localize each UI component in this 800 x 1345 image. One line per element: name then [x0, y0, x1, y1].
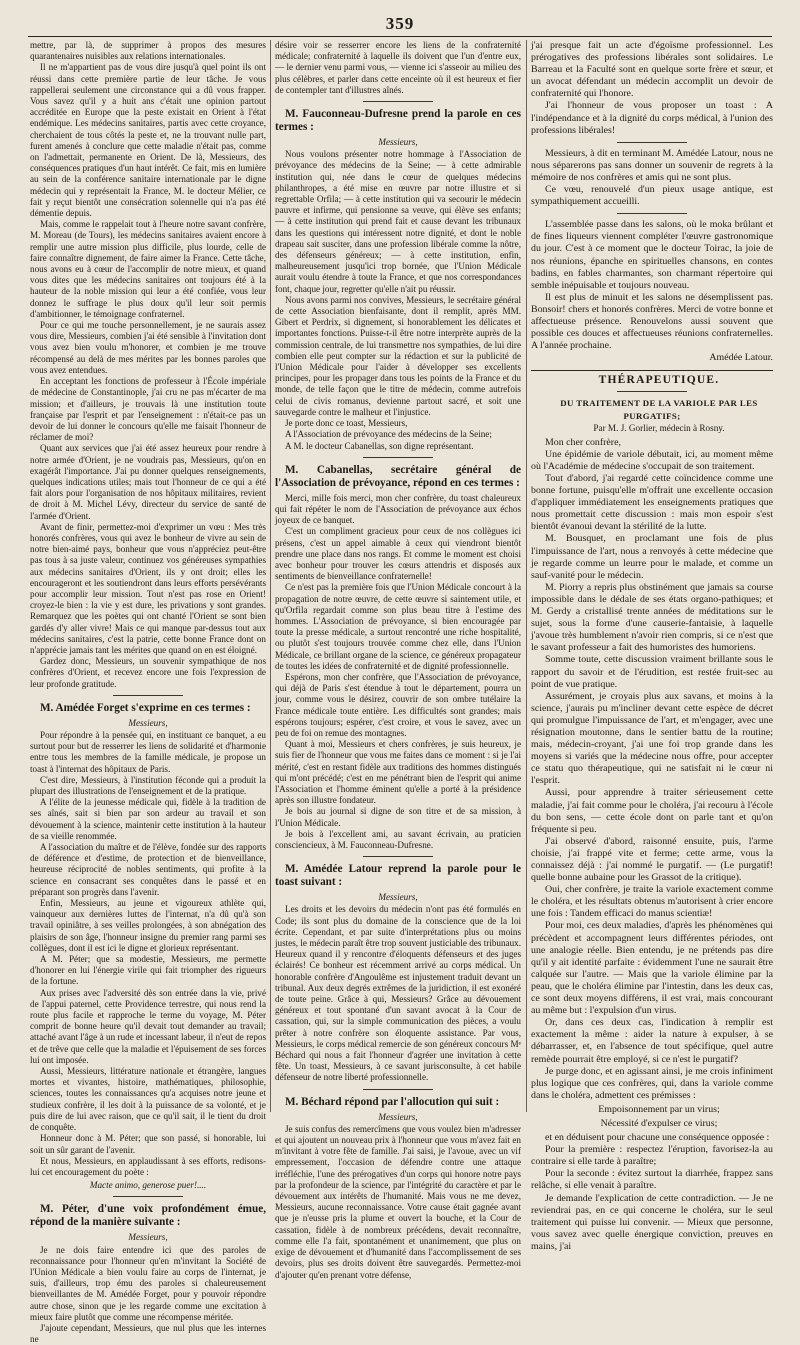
paragraph: En acceptant les fonctions de professeur à l'École impériale de médecine de Constantinople, j'ai cru ne pas m'écarter de ma mission; et d'ailleurs, je trouvais là une institution toute française par l'esprit et par l'enseignement : n'était-ce pas un devoir de lui donner le concours qu'elle me faisait l'honneur de réclamer de moi?	[30, 376, 266, 443]
paragraph: Aux prises avec l'adversité dès son entrée dans la vie, privé de l'appui paternel, cette Providence terrestre, qui nous rend la route plus facile et rapproche le terme du voyage, M. Péter comprit de bonne heure qu'il devait tout demander au travail; attaché avant l'âge à un rude et incessant labeur, il n'eut de repos et de trêve que celle que la maladie et l'épuisement de ses forces lui ont imposée.	[30, 987, 266, 1065]
speaker-heading: M. Amédée Latour reprend la parole pour le toast suivant :	[275, 863, 521, 889]
paragraph: J'ajoute cependant, Messieurs, que nul plus que les internes ne	[30, 1322, 266, 1345]
separator	[617, 142, 687, 143]
paragraph: Aussi, pour apprendre à traiter sérieusement cette maladie, j'ai fait comme pour le choléra, j'ai recouru à l'école du bon sens, — cette école dont on parle tant et qu'on fréquente si peu.	[531, 787, 773, 835]
salutation: Messieurs,	[378, 892, 418, 903]
paragraph: Pour la première : respectez l'éruption, favorisez-la au contraire si elle tarde à paraître;	[531, 1144, 773, 1168]
separator	[363, 457, 433, 458]
paragraph: Pour ce qui me touche personnellement, je ne saurais assez vous dire, Messieurs, combien j'ai été sensible à l'invitation dont vous avez bien voulu m'honorer, et combien je me trouve récompensé au delà de mes mérites par les bonnes paroles que vous avez entendues.	[30, 320, 266, 375]
paragraph: Les droits et les devoirs du médecin n'ont pas été formulés en Code; ils sont plus du domaine de la conscience que de la loi écrite. Cependant, et par suite d'interprétations plus ou moins justes, le médecin paraît être trop souvent justiciable des tribunaux. Heureux quand il y rencontre d'éloquents défenseurs et des juges éclairés! Ce bonheur est récemment arrivé au corps médical. Un honorable confrère d'Angoulême est injustement traduit devant un tribunal. Aux deux degrés extrêmes de la juridiction, il est exonéré de toute peine. Grâce à qui, Messieurs? Grâce au dévouement généreux et tout spontané d'un savant avocat à la Cour de cassation, qui, sur la simple communication des pièces, a voulu prêter à notre confrère son éloquente assistance. Par vous, Messieurs, le corps médical remercie de son généreux concours Mᵉ Béchard qui nous a fait l'honneur d'agréer une invitation à cette fête. Un toast, Messieurs, à ce savant jurisconsulte, à cet habile défenseur de notre liberté professionnelle.	[275, 904, 521, 1083]
paragraph: Somme toute, cette discussion vraiment brillante sous le rapport du savoir et de l'érudition, est restée fruit-sec au point de vue pratique.	[531, 654, 773, 690]
paragraph: Pour la seconde : évitez surtout la diarrhée, frappez sans relâche, si elle venait à paraître.	[531, 1168, 773, 1192]
column-3	[531, 40, 773, 1252]
paragraph: Pour moi, ces deux maladies, d'après les phénomènes qui précèdent et accompagnent leurs différentes périodes, ont une analogie réelle. Bien entendu, je ne prétends pas dire qu'il y ait identité parfaite : évidemment l'une ne saurait être calquée sur l'autre. — Mais que la variole élimine par la peau, que le choléra élimine par l'intestin, dans les deux cas, ce sont deux moyens différens, il est vrai, mais concourant au même but : l'expulsion d'un virus.	[531, 920, 773, 1017]
paragraph: Oui, cher confrère, je traite la variole exactement comme le choléra, et les résultats obtenus m'autorisent à crier encore une fois : Tandem efficaci do manus scientiæ!	[531, 884, 773, 920]
paragraph: Ce n'est pas la première fois que l'Union Médicale concourt à la propagation de notre œuvre, de cette œuvre si saintement utile, et qu'Orfila regardait comme son plus beau titre à l'estime des hommes. L'Association de prévoyance, si bien encouragée par toute la presse médicale, a surtout rencontré une riche hospitalité, ou plutôt s'est toujours trouvée comme chez elle, dans l'Union Médicale, ce brillant organe de la science, ce généreux propagateur de toutes les idées de confraternité et de dignité professionnelle.	[275, 582, 521, 671]
speaker-heading: M. Béchard répond par l'allocution qui suit :	[285, 1095, 500, 1108]
signature: Amédée Latour.	[709, 352, 773, 364]
salutation: Mon cher confrère,	[545, 436, 621, 448]
paragraph: C'est un compliment gracieux pour ceux de nos collègues ici présens, c'est un appel aimable à ceux qui viendront bientôt prendre une place dans nos rangs. Et comme le moment est choisi avec bonheur pour trouver les cœurs attendris et disposés aux sentiments de bienveillance confraternelle!	[275, 526, 521, 582]
paragraph: Merci, mille fois merci, mon cher confrère, du toast chaleureux qui fait répéter le nom de l'Association de prévoyance aux échos joyeux de ce banquet.	[275, 492, 521, 526]
column-2	[275, 40, 521, 1280]
separator	[113, 1196, 183, 1197]
separator	[363, 1089, 433, 1090]
paragraph: Enfin, Messieurs, au jeune et vigoureux athlète qui, vainqueur aux dernières luttes de l'internat, n'a dû qu'à son travail opiniâtre, à ses veilles prolongées, à son abnégation des plaisirs de son âge, l'honneur insigne du premier rang parmi ses collègues, dont il est ici le digne et glorieux représentant.	[30, 898, 266, 953]
article-title: DU TRAITEMENT DE LA VARIOLE PAR LES PURGATIFS;	[560, 398, 758, 421]
paragraph: Quant à moi, Messieurs et chers confrères, je suis heureux, je suis fier de l'honneur que vous me faites dans ce moment : si je l'ai mérité, c'est en restant fidèle aux traditions des hommes distingués qui m'ont précédé; c'est en me pénétrant bien de l'esprit qui anime l'Association et l'homme éminent qu'elle a porté à la présidence après son illustre fondateur.	[275, 739, 521, 806]
paragraph: Nous voulons présenter notre hommage à l'Association de prévoyance des médecins de la Seine; — à cette admirable institution qui, née dans le cœur de quelques médecins philanthropes, a été mise en œuvre par notre illustre et si regrettable Orfila; — à cette institution qui va secourir le médecin pauvre et infirme, qui pensionne sa veuve, qui élève ses enfants; — à cette institution qui prend fait et cause devant les tribunaux dans les questions qui intéressent notre dignité, et dont le noble drapeau sait susciter, dans une profession libérale comme la nôtre, des défenseurs généreux; — à cette institution, enfin, malheureusement jusqu'ici trop bornée, que l'Union Médicale aurait voulu étendre à toute la France, et que nos correspondances font, chaque jour, regretter qu'elle n'ait pu réussir.	[275, 149, 521, 294]
salutation: Messieurs,	[128, 717, 168, 728]
column-divider	[526, 40, 527, 1112]
paragraph: Quant aux services que j'ai été assez heureux pour rendre à notre armée d'Orient, je ne voudrais pas, Messieurs, qu'on en exagérât l'importance. J'ai pu donner quelques renseignements, quelques indications utiles; mais tout l'honneur de ce qui a été fait alors pour l'organisation de nos hôpitaux militaires, revient de droit à M. Michel Lévy, directeur du service de santé de l'armée d'Orient.	[30, 443, 266, 521]
paragraph: désire voir se resserrer encore les liens de la confraternité médicale; confraternité à laquelle ils doivent que l'un d'entre eux, — le dernier venu parmi vous, — vienne ici s'asseoir au milieu des plus célèbres, et parler dans cette enceinte où il est heureux et fier de contempler tant d'illustres aînés.	[275, 40, 521, 95]
paragraph: Or, dans ces deux cas, l'indication à remplir est exactement la même : aider la nature à expulser, à se débarrasser, et, en l'absence de tout spécifique, quel autre remède pourrait être employé, si ce n'est le purgatif?	[531, 1017, 773, 1065]
paragraph: L'assemblée passe dans les salons, où le moka brûlant et de fines liqueurs viennent compléter l'œuvre gastronomique du jour. C'est à ce moment que le docteur Toirac, la joie de nos réunions, épanche en spirituelles chansons, en contes badins, en fables charmantes, son charmant répertoire qui semble inépuisable et toujours nouveau.	[531, 219, 773, 291]
paragraph: Tout d'abord, j'ai regardé cette coïncidence comme une bonne fortune, puisqu'elle m'offrait une excellente occasion d'appliquer immédiatement les enseignements pratiques que nous promettait cette discussion : mais mon espoir s'est bientôt évanoui devant la stérilité de la lutte.	[531, 473, 773, 533]
paragraph: Ce vœu, renouvelé d'un pieux usage antique, est sympathiquement accueilli.	[531, 184, 773, 208]
latin-quote: Macte animo, generose puer!....	[89, 1180, 207, 1191]
paragraph: Assurément, je croyais plus aux savans, et moins à la science, j'aurais pu m'incliner devant cette espèce de décret qui promulgue l'impuissance de l'art, et m'engager, avec une résignation moutonne, dans le sentier battu de la routine; mais, médecin-croyant, j'ai une foi trop grande dans les moyens si variés que la médecine nous offre, pour accepter ce statu quo thérapeutique, qui ne satisfait ni le cœur ni l'esprit.	[531, 690, 773, 787]
salutation: Messieurs,	[378, 137, 418, 148]
paragraph: mettre, par là, de supprimer à propos des mesures quarantenaires nuisibles aux relations internationales.	[30, 40, 266, 62]
paragraph: A M. Péter; que sa modestie, Messieurs, me permette d'honorer en lui l'énergie virile qui fait triompher des rigueurs de la fortune.	[30, 954, 266, 987]
speaker-heading: M. Fauconneau-Dufresne prend la parole en ces termes :	[275, 108, 521, 134]
paragraph: M. Piorry a repris plus obstinément que jamais sa course impossible dans le dédale de ses états organo-pathiques; et M. Gerdy a cristallisé trente années de méditations sur le sujet, sous la forme d'une causerie-fantaisie, à laquelle j'avoue très humblement n'avoir rien compris, si ce n'est que le savant professeur a fait des humoristes des humoriens.	[531, 581, 773, 654]
paragraph: Je suis confus des remercîmens que vous voulez bien m'adresser et qui ajoutent un nouveau prix à l'honneur que vous m'avez fait en m'invitant à votre fête de famille. J'ai saisi, je l'avoue, avec un vif empressement, l'occasion de défendre contre une attaque irréfléchie, l'une des prérogatives d'un corps qui honore notre pays par la profondeur de la science, par l'intégrité du caractère et par le dévouement aux intérêts de l'humanité. Mais vous ne me devez, Messieurs, aucune reconnaissance. Votre cause était gagnée avant que je n'eusse pris la plume et ouvert la bouche, et la Cour de cassation, fidèle à de nombreux précédens, devait reconnaître, comme elle l'a fait, spontanément et unanimement, que plus on exige de dévouement et d'humanité dans l'accomplissement de ses devoirs, plus ses droits doivent être sauvegardés. Permettez-moi d'ajouter qu'en prenant votre défense,	[275, 1123, 521, 1280]
paragraph: J'ai observé d'abord, raisonné ensuite, puis, l'arme choisie, j'ai frappé vite et ferme; cette arme, vous la connaissez déjà : j'ai nommé le purgatif. — (Le purgatif! quelle bonne aubaine pour les Grassot de la critique).	[531, 835, 773, 884]
paragraph: Espérons, mon cher confrère, que l'Association de prévoyance, qui déjà de Paris s'est étendue à tout le département, pourra un jour, comme vous le désirez, couvrir de son ombre tutélaire la France médicale toute entière. Les difficultés sont grandes; mais espérons toujours; espérer, c'est croire, et vous le savez, avec un peu de foi on remue des montagnes.	[275, 671, 521, 738]
paragraph: Nous avons parmi nos convives, Messieurs, le secrétaire général de cette Association bienfaisante, dont il remplit, après MM. Gibert et Perdrix, si dignement, si honorablement les délicates et importantes fonctions. Puisse-t-il être notre interprète auprès de la commission centrale, de lui transmettre nos sympathies, de lui dire combien elle peut compter sur la rédaction et sur la publicité de l'Union Médicale pour l'aider à développer ses excellents principes, pour les propager dans tous les points de la France et du monde, de telle façon que le titre de médecin, comme autrefois celui de civis romanus, devienne partout sacré, et soit une sauvegarde contre le malheur et l'injustice.	[275, 294, 521, 417]
article-byline: Par M. J. Gorlier, médecin à Rosny.	[593, 422, 725, 433]
speaker-heading: M. Amédée Forget s'exprime en ces termes :	[40, 701, 251, 714]
salutation: Messieurs,	[128, 1232, 168, 1243]
separator	[617, 213, 687, 214]
paragraph: Messieurs, à dit en terminant M. Amédée Latour, nous ne nous séparerons pas sans donner un souvenir de regrets à la mémoire de nos confrères et amis qui ne sont plus.	[531, 147, 773, 183]
paragraph: Pour répondre à la pensée qui, en instituant ce banquet, a eu surtout pour but de resserrer les liens de solidarité et d'harmonie entre tous les membres de la famille médicale, je propose un toast à l'internat des hôpitaux de Paris.	[30, 729, 266, 774]
paragraph: Gardez donc, Messieurs, un souvenir sympathique de nos confrères d'Orient, et recevez encore une fois l'expression de leur profonde gratitude.	[30, 656, 266, 689]
salutation: Messieurs,	[378, 1111, 418, 1122]
paragraph: Je bois à l'excellent ami, au savant écrivain, au praticien consciencieux, à M. Fauconneau-Dufresne.	[275, 828, 521, 850]
paragraph: Il est plus de minuit et les salons ne désemplissent pas. Bonsoir! chers et honorés confrères. Merci de votre bonne et affectueuse présence. Renouvelons aussi souvent que possible ces douces et affectueuses réunions confraternelles. A l'année prochaine.	[531, 291, 773, 352]
paragraph: Et nous, Messieurs, en applaudissant à ses efforts, redisons-lui cet encouragement du poète :	[30, 1155, 266, 1177]
paragraph: Avant de finir, permettez-moi d'exprimer un vœu : Mes très honorés confrères, vous qui avez le bonheur de vivre au sein de notre bien-aimé pays, bonheur que vous n'appréciez peut-être pas tous à sa juste valeur, continuez vos généreuses sympathies aux médecins sanitaires d'Orient, ils y ont droit; elles les encourageront et les soutiendront dans leurs efforts persévérants pour accomplir leur mission. Tout n'est pas rose en Orient! croyez-le bien : la vie y est dure, les privations y sont grandes. Remarquez que les poètes qui ont chanté l'Orient se sont bien gardés d'y aller vivre! Mais ce qui manque par-dessus tout aux médecins sanitaires, c'est la patrie, cette bonne France dont on n'apprécie jamais tant les mérites que quand on en est éloigné.	[30, 521, 266, 655]
speaker-heading: M. Cabanellas, secrétaire général de l'Association de prévoyance, répond en ces termes :	[275, 463, 521, 489]
paragraph: Je ne dois faire entendre ici que des paroles de reconnaissance pour l'honneur qu'en m'invitant la Société de l'Union Médicale a bien voulu faire au corps de l'internat, je suis, d'ailleurs, trop ému des paroles si chaleureusement bienveillantes de M. Amédée Forget, pour y pouvoir répondre autre chose, sinon que je les regarde comme une excitation à mieux faire plutôt que comme une récompense méritée.	[30, 1244, 266, 1322]
column-1	[30, 40, 266, 1345]
paragraph: j'ai presque fait un acte d'égoïsme professionnel. Les prérogatives des professions libérales sont solidaires. Le Barreau et la Faculté sont en quelque sorte frère et sœur, et un avocat défendant un médecin accomplit un devoir de confraternité qui l'honore.	[531, 40, 773, 100]
separator	[363, 101, 433, 102]
paragraph: Je bois au journal si digne de son titre et de sa mission, à l'Union Médicale.	[275, 806, 521, 828]
paragraph: Il ne m'appartient pas de vous dire jusqu'à quel point ils ont réussi dans cette première partie de leur tâche. Je vous rappellerai seulement une circonstance qui a dû vous frapper. Vous savez qu'il y a huit ans c'était une opinion partout accréditée en Europe que la peste existait en Orient à l'état endémique. Les médecins sanitaires, partis avec cette croyance, cherchaient de tous côtés la peste et, ne la trouvant nulle part, furent amenés à conclure que cette maladie n'était pas, comme on l'admettait, permanente en Orient. De là, Messieurs, des conséquences pratiques d'un haut intérêt. Ce fait, mis en lumière au sein de la conférence sanitaire internationale par le digne médecin qui y représentait la France, M. le docteur Mélier, ce fait y reçut bientôt une consécration solennelle qui n'a pas été démentie depuis.	[30, 62, 266, 219]
premise: Nécessité d'expulser ce virus;	[600, 1117, 718, 1129]
paragraph: C'est dire, Messieurs, à l'institution féconde qui a produit la plupart des illustrations de l'enseignement et de la pratique.	[30, 774, 266, 796]
paragraph: A l'élite de la jeunesse médicale qui, fidèle à la tradition de ses aînés, sait si bien par son ardeur au travail et son dévouement à la science, maintenir cette institution à la hauteur de sa vieille renommée.	[30, 797, 266, 841]
paragraph: Je demande l'explication de cette contradiction. — Je ne reviendrai pas, en ce qui concerne le choléra, sur le seul traitement qui puisse lui convenir. — Mieux que personne, vous savez avec quelle énergique conviction, preuves en mains, j'ai	[531, 1192, 773, 1252]
paragraph: Je purge donc, et en agissant ainsi, je me crois infiniment plus logique que ces confrères, qui, dans la variole comme dans le choléra, admettent ces prémisses :	[531, 1065, 773, 1101]
premise: Empoisonnement par un virus;	[598, 1103, 720, 1115]
speaker-heading: M. Péter, d'une voix profondément émue, répond de la manière suivante :	[30, 1203, 266, 1229]
paragraph: et en déduisent pour chacune une conséquence opposée :	[545, 1132, 770, 1144]
paragraph: Aussi, Messieurs, littérature nationale et étrangère, langues mortes et vivantes, histoire, mathématiques, philosophie, sciences, toutes les connaissances qu'a acquises notre jeune et studieux confrère, il les doit à la puissance de sa volonté, et je puis dire de lui avec raison, que ce qu'il sait, il le tient du droit de conquête.	[30, 1066, 266, 1133]
paragraph: Une épidémie de variole débutait, ici, au moment même où l'Académie de médecine s'occupait de son traitement.	[531, 448, 773, 472]
section-title: THÉRAPEUTIQUE.	[598, 374, 720, 387]
separator	[363, 856, 433, 857]
paragraph: A M. le docteur Cabanellas, son digne représentant.	[285, 440, 474, 451]
column-divider	[270, 40, 271, 1112]
paragraph: Mais, comme le rappelait tout à l'heure notre savant confrère, M. Moreau (de Tours), les médecins sanitaires avaient encore à remplir une autre mission plus difficile, plus lourde, celle de faire connaître dignement, de faire aimer la France. Cette tâche, nous avons eu à cœur de l'accomplir de notre mieux, et quand vous dites que les médecins sanitaires ont toujours été à la hauteur de la noble mission qui leur a été confiée, vous leur donnez le suffrage le plus doux qu'il leur soit permis d'ambitionner, le témoignage confraternel.	[30, 219, 266, 319]
header-rule	[28, 36, 772, 37]
section-rule	[531, 370, 773, 371]
separator	[113, 695, 183, 696]
separator	[617, 391, 687, 392]
paragraph: Honneur donc à M. Péter; que son passé, si honorable, lui soit un sûr garant de l'avenir.	[30, 1133, 266, 1155]
paragraph: A l'association du maître et de l'élève, fondée sur des rapports de déférence et d'estime, de protection et de bienveillance, heureuse réciprocité de nobles sentiments, qui profite à la science en consacrant ses conquêtes dans le passé et en préparant son progrès dans l'avenir.	[30, 842, 266, 897]
page-number: 359	[385, 14, 415, 33]
paragraph: M. Bousquet, en proclamant une fois de plus l'impuissance de l'art, nous a renvoyés à cette médecine que je regarde comme un leurre pour le malade, et comme un sauf-vanité pour le médecin.	[531, 533, 773, 581]
paragraph: Je porte donc ce toast, Messieurs,	[285, 418, 408, 429]
paragraph: J'ai l'honneur de vous proposer un toast : A l'indépendance et à la dignité du corps médical, à l'union des professions libérales!	[531, 100, 773, 136]
paragraph: A l'Association de prévoyance des médecins de la Seine;	[285, 429, 492, 440]
